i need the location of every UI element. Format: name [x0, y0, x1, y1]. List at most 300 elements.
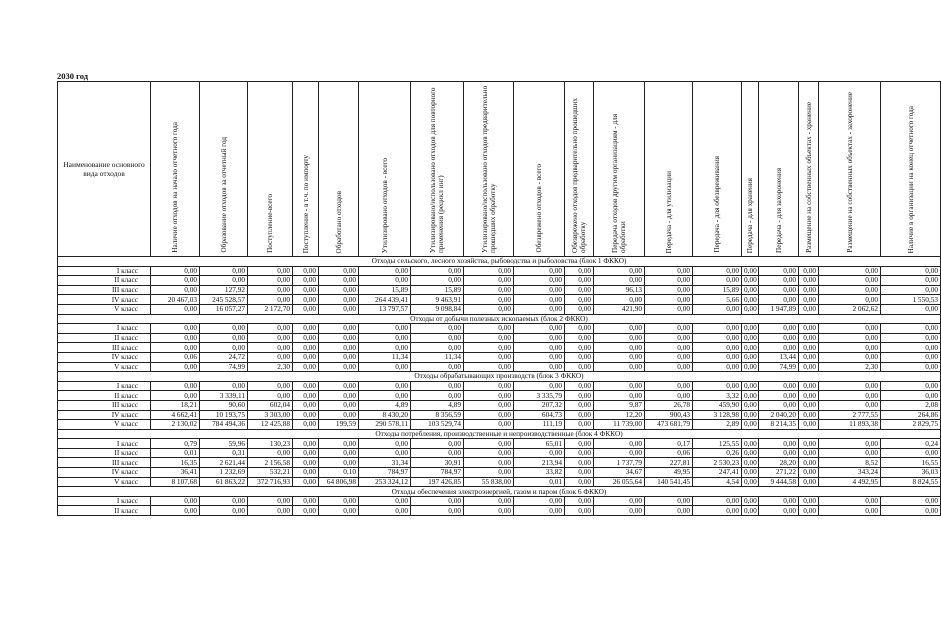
value-cell: 0,26 — [693, 448, 742, 458]
value-cell: 0,00 — [319, 439, 359, 449]
value-cell: 0,00 — [293, 477, 319, 487]
value-cell: 0,00 — [293, 391, 319, 401]
value-cell: 0,00 — [293, 295, 319, 305]
value-cell: 0,00 — [594, 333, 645, 343]
value-cell: 0,31 — [200, 448, 248, 458]
value-cell: 0,00 — [881, 266, 941, 276]
value-cell: 0,00 — [359, 324, 411, 334]
value-cell: 0,00 — [742, 391, 759, 401]
value-cell: 0,00 — [645, 352, 693, 362]
value-cell: 0,00 — [464, 400, 514, 410]
table-row — [58, 333, 941, 343]
value-cell: 0,00 — [759, 496, 799, 506]
value-cell: 0,00 — [693, 343, 742, 353]
value-cell: 0,00 — [693, 333, 742, 343]
column-header — [200, 82, 248, 257]
value-cell: 0,00 — [359, 343, 411, 353]
value-cell: 2 172,70 — [248, 304, 293, 314]
hazard-class-label: III класс — [58, 285, 151, 295]
value-cell: 247,41 — [693, 468, 742, 478]
value-cell: 0,00 — [293, 420, 319, 430]
value-cell: 0,00 — [594, 352, 645, 362]
hazard-class-label: II класс — [58, 448, 151, 458]
value-cell: 11 893,38 — [819, 420, 881, 430]
value-cell: 90,60 — [200, 400, 248, 410]
hazard-class-label: IV класс — [58, 352, 151, 362]
value-cell: 0,00 — [565, 333, 594, 343]
column-header — [248, 82, 293, 257]
value-cell: 0,00 — [819, 266, 881, 276]
value-cell: 0,00 — [293, 458, 319, 468]
value-cell: 0,00 — [819, 391, 881, 401]
value-cell: 59,96 — [200, 439, 248, 449]
value-cell: 0,00 — [693, 352, 742, 362]
column-header-label: Передача отходов другим организациям - для обработки — [611, 113, 627, 253]
value-cell: 0,00 — [759, 333, 799, 343]
value-cell: 0,00 — [464, 352, 514, 362]
value-cell: 125,55 — [693, 439, 742, 449]
value-cell: 0,00 — [151, 304, 200, 314]
value-cell: 16,35 — [151, 458, 200, 468]
value-cell: 0,00 — [759, 506, 799, 516]
value-cell: 0,00 — [742, 496, 759, 506]
column-header — [645, 82, 693, 257]
value-cell: 2 621,44 — [200, 458, 248, 468]
column-header-label: Передача - для хранения — [746, 177, 754, 253]
value-cell: 0,00 — [881, 391, 941, 401]
value-cell: 0,00 — [565, 439, 594, 449]
value-cell: 0,00 — [319, 391, 359, 401]
value-cell: 0,00 — [319, 324, 359, 334]
value-cell: 2 040,20 — [759, 410, 799, 420]
value-cell: 0,00 — [594, 448, 645, 458]
value-cell: 0,00 — [645, 362, 693, 372]
value-cell: 0,00 — [565, 458, 594, 468]
column-header-label: Обработано отходов — [334, 190, 343, 253]
value-cell: 0,00 — [799, 458, 819, 468]
value-cell: 0,00 — [200, 381, 248, 391]
value-cell: 0,00 — [464, 276, 514, 286]
hazard-class-label: II класс — [58, 391, 151, 401]
value-cell: 49,95 — [645, 468, 693, 478]
value-cell: 4 492,95 — [819, 477, 881, 487]
value-cell: 1 737,79 — [594, 458, 645, 468]
name-column-header: Наименование основного вида отходов — [58, 82, 151, 257]
value-cell: 0,00 — [594, 324, 645, 334]
value-cell: 0,00 — [411, 391, 464, 401]
column-header — [819, 82, 881, 257]
value-cell: 213,94 — [514, 458, 565, 468]
value-cell: 0,00 — [799, 410, 819, 420]
value-cell: 9 463,91 — [411, 295, 464, 305]
value-cell: 0,00 — [514, 285, 565, 295]
value-cell: 4,89 — [411, 400, 464, 410]
value-cell: 0,00 — [514, 276, 565, 286]
hazard-class-label: V класс — [58, 420, 151, 430]
value-cell: 0,00 — [881, 381, 941, 391]
value-cell: 3,32 — [693, 391, 742, 401]
value-cell: 0,00 — [742, 352, 759, 362]
value-cell: 0,00 — [799, 276, 819, 286]
column-header — [742, 82, 759, 257]
value-cell: 0,00 — [594, 381, 645, 391]
value-cell: 0,00 — [565, 295, 594, 305]
value-cell: 0,00 — [565, 448, 594, 458]
value-cell: 1 550,53 — [881, 295, 941, 305]
value-cell: 9 098,84 — [411, 304, 464, 314]
value-cell: 0,00 — [759, 295, 799, 305]
value-cell: 0,00 — [759, 439, 799, 449]
table-header-row — [58, 82, 941, 257]
value-cell: 0,00 — [799, 304, 819, 314]
value-cell: 0,00 — [514, 381, 565, 391]
value-cell: 0,00 — [742, 304, 759, 314]
value-cell: 0,00 — [151, 324, 200, 334]
value-cell: 0,00 — [693, 304, 742, 314]
value-cell: 0,00 — [248, 333, 293, 343]
section-title: Отходы сельского, лесного хозяйства, рыбоводства и рыболовства (блок 1 ФККО) — [58, 257, 941, 267]
value-cell: 0,00 — [819, 333, 881, 343]
value-cell: 421,90 — [594, 304, 645, 314]
value-cell: 0,00 — [248, 448, 293, 458]
value-cell: 0,00 — [565, 352, 594, 362]
value-cell: 0,00 — [293, 362, 319, 372]
value-cell: 0,00 — [514, 295, 565, 305]
value-cell: 0,00 — [565, 477, 594, 487]
value-cell: 0,00 — [645, 391, 693, 401]
value-cell: 0,00 — [514, 324, 565, 334]
value-cell: 0,00 — [594, 439, 645, 449]
value-cell: 0,00 — [819, 352, 881, 362]
value-cell: 2,08 — [881, 400, 941, 410]
value-cell: 0,00 — [742, 333, 759, 343]
value-cell: 2 130,02 — [151, 420, 200, 430]
hazard-class-label: I класс — [58, 266, 151, 276]
value-cell: 0,00 — [359, 506, 411, 516]
value-cell: 0,00 — [799, 343, 819, 353]
value-cell: 0,00 — [514, 343, 565, 353]
value-cell: 0,00 — [759, 276, 799, 286]
value-cell: 0,00 — [565, 276, 594, 286]
value-cell: 0,00 — [742, 276, 759, 286]
value-cell: 111,19 — [514, 420, 565, 430]
value-cell: 0,00 — [565, 304, 594, 314]
value-cell: 0,00 — [319, 276, 359, 286]
value-cell: 9,87 — [594, 400, 645, 410]
column-header-label: Передача - для обезвреживания — [713, 156, 721, 253]
value-cell: 1 232,69 — [200, 468, 248, 478]
value-cell: 0,00 — [319, 496, 359, 506]
value-cell: 0,00 — [319, 285, 359, 295]
value-cell: 0,00 — [319, 304, 359, 314]
value-cell: 0,00 — [881, 496, 941, 506]
value-cell: 74,99 — [759, 362, 799, 372]
value-cell: 0,00 — [819, 506, 881, 516]
value-cell: 0,00 — [565, 362, 594, 372]
value-cell: 0,00 — [319, 410, 359, 420]
value-cell: 0,00 — [464, 295, 514, 305]
value-cell: 0,00 — [319, 458, 359, 468]
value-cell: 0,00 — [594, 295, 645, 305]
value-cell: 0,00 — [645, 276, 693, 286]
value-cell: 0,00 — [248, 295, 293, 305]
value-cell: 127,92 — [200, 285, 248, 295]
hazard-class-label: V класс — [58, 362, 151, 372]
value-cell: 10 193,75 — [200, 410, 248, 420]
value-cell: 0,00 — [319, 506, 359, 516]
value-cell: 34,67 — [594, 468, 645, 478]
value-cell: 0,00 — [293, 381, 319, 391]
value-cell: 0,00 — [151, 266, 200, 276]
value-cell: 290 578,11 — [359, 420, 411, 430]
value-cell: 8 824,55 — [881, 477, 941, 487]
value-cell: 13 797,57 — [359, 304, 411, 314]
table-row — [58, 352, 941, 362]
value-cell: 0,00 — [293, 285, 319, 295]
value-cell: 0,00 — [411, 324, 464, 334]
value-cell: 0,00 — [594, 343, 645, 353]
value-cell: 0,00 — [799, 352, 819, 362]
value-cell: 36,41 — [151, 468, 200, 478]
value-cell: 5,66 — [693, 295, 742, 305]
value-cell: 0,00 — [248, 506, 293, 516]
value-cell: 0,00 — [464, 496, 514, 506]
value-cell: 0,00 — [645, 506, 693, 516]
value-cell: 199,59 — [319, 420, 359, 430]
value-cell: 8 430,20 — [359, 410, 411, 420]
value-cell: 0,00 — [248, 276, 293, 286]
value-cell: 0,01 — [514, 477, 565, 487]
value-cell: 0,00 — [565, 506, 594, 516]
value-cell: 0,00 — [759, 343, 799, 353]
value-cell: 0,00 — [819, 381, 881, 391]
value-cell: 2 530,23 — [693, 458, 742, 468]
value-cell: 0,00 — [819, 276, 881, 286]
value-cell: 11,34 — [411, 352, 464, 362]
hazard-class-label: I класс — [58, 381, 151, 391]
value-cell: 0,00 — [819, 439, 881, 449]
value-cell: 2,30 — [819, 362, 881, 372]
column-header-label: Размещение на собственных объектах - захоронение — [845, 92, 854, 253]
value-cell: 227,81 — [645, 458, 693, 468]
value-cell: 61 863,22 — [200, 477, 248, 487]
value-cell: 0,00 — [411, 362, 464, 372]
value-cell: 0,00 — [319, 343, 359, 353]
value-cell: 784,97 — [411, 468, 464, 478]
value-cell: 103 529,74 — [411, 420, 464, 430]
value-cell: 2,89 — [693, 420, 742, 430]
value-cell: 0,00 — [742, 381, 759, 391]
value-cell: 0,00 — [464, 420, 514, 430]
table-row — [58, 410, 941, 420]
value-cell: 0,79 — [151, 439, 200, 449]
value-cell: 16,55 — [881, 458, 941, 468]
table-row — [58, 477, 941, 487]
value-cell: 0,00 — [151, 362, 200, 372]
value-cell: 197 426,85 — [411, 477, 464, 487]
value-cell: 0,00 — [645, 266, 693, 276]
value-cell: 0,24 — [881, 439, 941, 449]
section-row — [58, 372, 941, 382]
value-cell: 4,89 — [359, 400, 411, 410]
value-cell: 0,06 — [645, 448, 693, 458]
table-row — [58, 400, 941, 410]
column-header — [151, 82, 200, 257]
column-header — [411, 82, 464, 257]
value-cell: 0,00 — [464, 266, 514, 276]
value-cell: 0,00 — [799, 381, 819, 391]
value-cell: 0,00 — [514, 496, 565, 506]
value-cell: 0,00 — [464, 439, 514, 449]
section-row — [58, 257, 941, 267]
value-cell: 2 062,62 — [819, 304, 881, 314]
value-cell: 0,00 — [881, 448, 941, 458]
value-cell: 253 324,12 — [359, 477, 411, 487]
value-cell: 9 444,58 — [759, 477, 799, 487]
hazard-class-label: III класс — [58, 343, 151, 353]
section-row — [58, 314, 941, 324]
value-cell: 0,00 — [359, 439, 411, 449]
value-cell: 0,00 — [151, 496, 200, 506]
value-cell: 11 739,00 — [594, 420, 645, 430]
value-cell: 0,00 — [319, 400, 359, 410]
value-cell: 0,00 — [799, 448, 819, 458]
value-cell: 3 339,11 — [200, 391, 248, 401]
value-cell: 3 128,98 — [693, 410, 742, 420]
value-cell: 8 107,68 — [151, 477, 200, 487]
value-cell: 0,00 — [464, 458, 514, 468]
value-cell: 0,00 — [464, 285, 514, 295]
value-cell: 0,00 — [819, 285, 881, 295]
table-row — [58, 468, 941, 478]
value-cell: 0,00 — [248, 343, 293, 353]
value-cell: 0,00 — [645, 381, 693, 391]
table-row — [58, 295, 941, 305]
value-cell: 12,20 — [594, 410, 645, 420]
value-cell: 0,00 — [742, 343, 759, 353]
value-cell: 33,82 — [514, 468, 565, 478]
value-cell: 0,00 — [742, 506, 759, 516]
value-cell: 0,00 — [464, 391, 514, 401]
value-cell: 0,00 — [565, 343, 594, 353]
hazard-class-label: I класс — [58, 324, 151, 334]
column-header-label: Размещение на собственных объектах - хранение — [804, 102, 813, 253]
value-cell: 0,00 — [819, 496, 881, 506]
table-row — [58, 391, 941, 401]
value-cell: 0,00 — [248, 496, 293, 506]
value-cell: 0,00 — [293, 266, 319, 276]
value-cell: 0,00 — [799, 266, 819, 276]
value-cell: 0,00 — [359, 391, 411, 401]
value-cell: 0,00 — [742, 468, 759, 478]
value-cell: 0,00 — [742, 362, 759, 372]
value-cell: 0,00 — [359, 496, 411, 506]
value-cell: 0,00 — [514, 266, 565, 276]
value-cell: 0,00 — [881, 506, 941, 516]
value-cell: 24,72 — [200, 352, 248, 362]
value-cell: 0,00 — [151, 285, 200, 295]
value-cell: 900,43 — [645, 410, 693, 420]
value-cell: 0,00 — [693, 324, 742, 334]
value-cell: 0,00 — [742, 266, 759, 276]
hazard-class-label: IV класс — [58, 295, 151, 305]
value-cell: 0,00 — [293, 324, 319, 334]
value-cell: 26 055,64 — [594, 477, 645, 487]
value-cell: 0,00 — [293, 468, 319, 478]
column-header-label: Наличие отходов на начало отчетного года — [171, 122, 179, 253]
value-cell: 0,00 — [411, 439, 464, 449]
value-cell: 0,00 — [881, 276, 941, 286]
value-cell: 0,00 — [319, 266, 359, 276]
value-cell: 1 947,89 — [759, 304, 799, 314]
value-cell: 0,00 — [742, 477, 759, 487]
column-header-label: Утилизировано/использовано отходов для повторного применения (рецикл инг) — [429, 87, 445, 253]
value-cell: 64 806,98 — [319, 477, 359, 487]
value-cell: 0,00 — [464, 362, 514, 372]
value-cell: 0,00 — [799, 439, 819, 449]
value-cell: 0,00 — [200, 506, 248, 516]
value-cell: 11,34 — [359, 352, 411, 362]
value-cell: 2 829,75 — [881, 420, 941, 430]
value-cell: 36,03 — [881, 468, 941, 478]
value-cell: 26,78 — [645, 400, 693, 410]
value-cell: 0,00 — [759, 448, 799, 458]
table-body — [58, 257, 941, 516]
value-cell: 0,00 — [742, 285, 759, 295]
value-cell: 8 214,35 — [759, 420, 799, 430]
value-cell: 4 662,41 — [151, 410, 200, 420]
value-cell: 0,00 — [411, 448, 464, 458]
column-header-label: Наличие в организации на конец отчетного года — [906, 105, 915, 253]
value-cell: 0,17 — [645, 439, 693, 449]
value-cell: 0,00 — [799, 468, 819, 478]
value-cell: 0,00 — [200, 324, 248, 334]
table-row — [58, 343, 941, 353]
value-cell: 0,00 — [799, 496, 819, 506]
value-cell: 0,00 — [565, 324, 594, 334]
value-cell: 8 356,59 — [411, 410, 464, 420]
value-cell: 0,00 — [799, 391, 819, 401]
value-cell: 0,00 — [693, 266, 742, 276]
value-cell: 0,00 — [359, 362, 411, 372]
column-header — [881, 82, 941, 257]
value-cell: 0,00 — [742, 295, 759, 305]
value-cell: 0,00 — [151, 506, 200, 516]
value-cell: 0,00 — [645, 343, 693, 353]
value-cell: 0,00 — [819, 400, 881, 410]
value-cell: 55 838,00 — [464, 477, 514, 487]
value-cell: 0,00 — [293, 304, 319, 314]
value-cell: 0,00 — [799, 295, 819, 305]
value-cell: 0,00 — [742, 420, 759, 430]
value-cell: 0,00 — [359, 333, 411, 343]
value-cell: 0,00 — [799, 477, 819, 487]
value-cell: 0,00 — [293, 276, 319, 286]
column-header — [293, 82, 319, 257]
value-cell: 532,21 — [248, 468, 293, 478]
table-row — [58, 276, 941, 286]
value-cell: 602,04 — [248, 400, 293, 410]
value-cell: 0,00 — [514, 448, 565, 458]
value-cell: 0,00 — [565, 496, 594, 506]
value-cell: 0,01 — [151, 448, 200, 458]
value-cell: 0,00 — [293, 400, 319, 410]
value-cell: 0,00 — [881, 333, 941, 343]
value-cell: 0,00 — [881, 285, 941, 295]
value-cell: 0,00 — [200, 266, 248, 276]
value-cell: 0,00 — [514, 352, 565, 362]
column-header-label: Образование отходов за отчетный год — [219, 137, 228, 253]
